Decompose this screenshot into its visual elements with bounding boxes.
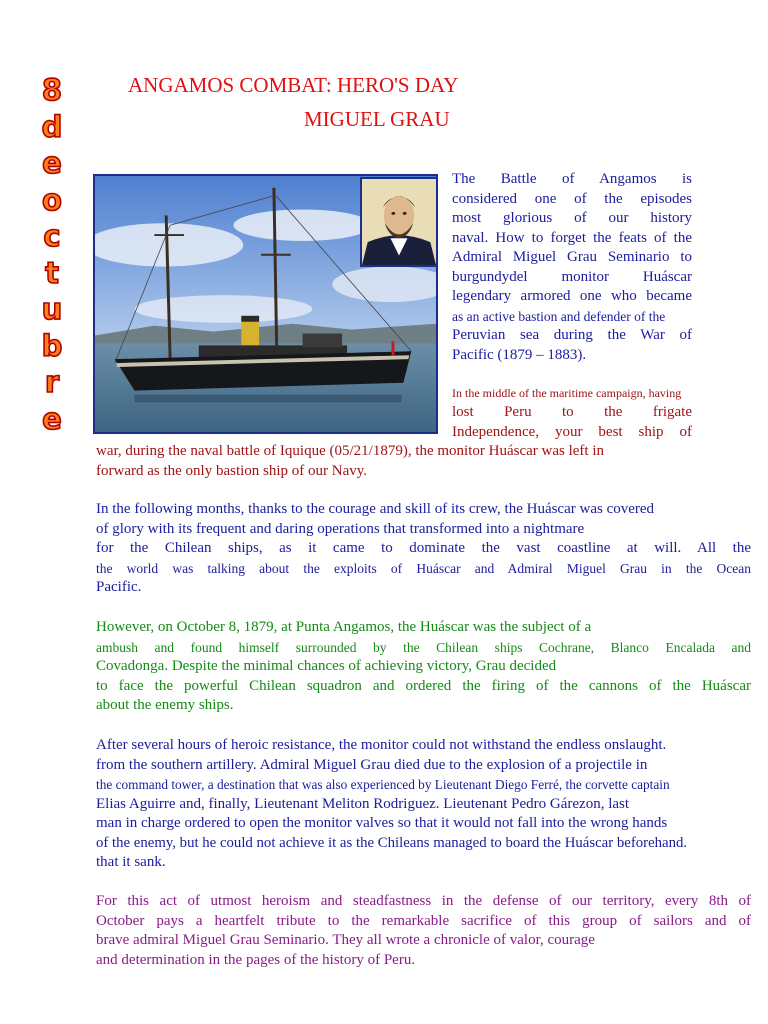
paragraph-lead: In the middle of the maritime campaign, having xyxy=(452,386,682,400)
text-line: Covadonga. Despite the minimal chances of achieving victory, Grau decided xyxy=(96,658,557,674)
text-line: naval. How to forget the feats of the xyxy=(452,229,692,246)
text-line: man in charge ordered to open the monitor valves so that it would not fall into the wrong hands xyxy=(96,815,668,831)
text-line: and determination in the pages of the history of Peru. xyxy=(96,951,416,968)
iquique-paragraph xyxy=(452,403,692,442)
text-line: that it sank. xyxy=(96,854,166,870)
date-letter: 8 xyxy=(41,73,63,107)
text-line: lost Peru to the frigate xyxy=(452,404,692,420)
text-line: of glory with its frequent and daring operations that transformed into a nightmare xyxy=(96,520,585,537)
text-line: However, on October 8, 1879, at Punta Angamos, the Huáscar was the subject of a xyxy=(96,619,592,635)
text-line: Pacific. xyxy=(96,579,142,595)
text-line: ambush and found himself surrounded by the Chilean ships Cochrane, Blanco Encalada and xyxy=(96,639,751,655)
date-letter: e xyxy=(42,146,62,180)
text-line: forward as the only bastion ship of our Navy. xyxy=(96,462,368,479)
text-line: brave admiral Miguel Grau Seminario. They all wrote a chronicle of valor, courage xyxy=(96,932,595,948)
miguel-grau-portrait xyxy=(360,177,438,267)
intro-paragraph xyxy=(452,170,692,365)
vertical-date-title xyxy=(28,72,76,437)
text-line: October pays a heartfelt tribute to the remarkable sacrifice of this group of sailors and of xyxy=(96,912,751,929)
text-line: Peruvian sea during the War of xyxy=(452,327,692,343)
date-letter: r xyxy=(44,365,60,399)
text-line: to face the powerful Chilean squadron and ordered the firing of the cannons of the Huáscar xyxy=(96,677,751,694)
text-line: war, during the naval battle of Iquique (05/21/1879), the monitor Huáscar was left in xyxy=(96,443,605,459)
text-line: The Battle of Angamos is xyxy=(452,171,692,187)
resistance-paragraph xyxy=(96,736,751,873)
tribute-paragraph xyxy=(96,892,751,970)
text-line: about the enemy ships. xyxy=(96,697,234,713)
text-line: After several hours of heroic resistance, the monitor could not withstand the endless onslaught. xyxy=(96,737,667,753)
date-letter: c xyxy=(43,219,61,253)
portrait-image xyxy=(362,179,436,265)
text-line: the command tower, a destination that was also experienced by Lieutenant Diego Ferré, the corvette captain xyxy=(96,777,670,792)
ambush-paragraph xyxy=(96,618,751,716)
text-line: burgundydel monitor Huáscar xyxy=(452,268,692,285)
date-letter: o xyxy=(42,182,62,217)
text-line: most glorious of our history xyxy=(452,210,692,226)
date-letter: u xyxy=(41,292,63,326)
date-letter: b xyxy=(41,328,63,363)
text-line: from the southern artillery. Admiral Miguel Grau died due to the explosion of a projectile in xyxy=(96,756,648,773)
text-line: the world was talking about the exploits of Huáscar and Admiral Miguel Grau in the Ocean xyxy=(96,560,751,576)
page-title: ANGAMOS COMBAT: HERO'S DAY xyxy=(128,73,459,97)
text-line: of the enemy, but he could not achieve it as the Chileans managed to board the Huáscar beforehand. xyxy=(96,834,688,851)
text-line: Independence, your best ship of xyxy=(452,423,692,440)
text-line: for the Chilean ships, as it came to dominate the vast coastline at will. All the xyxy=(96,540,751,556)
text-line: legendary armored one who became xyxy=(452,288,692,304)
text-line: considered one of the episodes xyxy=(452,190,692,207)
iquique-paragraph-continued xyxy=(96,442,751,481)
text-line: Pacific (1879 – 1883). xyxy=(452,346,587,363)
text-line: Elias Aguirre and, finally, Lieutenant Meliton Rodriguez. Lieutenant Pedro Gárezon, last xyxy=(96,795,630,812)
operations-paragraph xyxy=(96,500,751,598)
text-line: For this act of utmost heroism and steadfastness in the defense of our territory, every 8th of xyxy=(96,893,751,909)
page-subtitle: MIGUEL GRAU xyxy=(304,107,450,131)
date-letter: e xyxy=(42,401,62,436)
text-line: In the following months, thanks to the courage and skill of its crew, the Huáscar was covered xyxy=(96,501,655,517)
text-line: Admiral Miguel Grau Seminario to xyxy=(452,249,692,265)
text-line: as an active bastion and defender of the xyxy=(452,308,666,324)
date-letter: d xyxy=(41,109,63,144)
date-letter: t xyxy=(45,255,59,290)
